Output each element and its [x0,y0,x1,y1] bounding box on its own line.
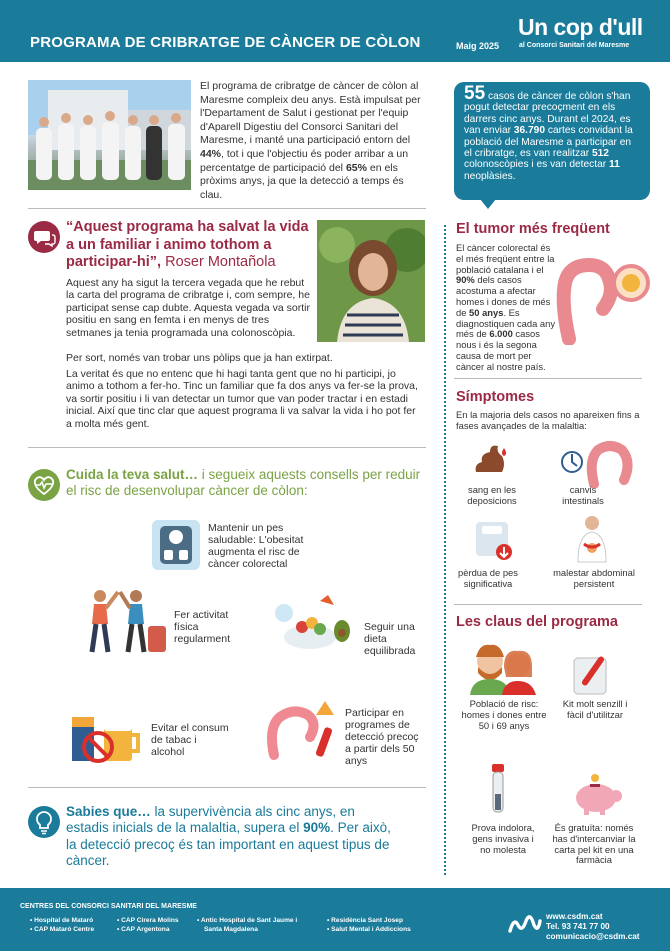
footer-email-link[interactable]: comunicacio@csdm.cat [546,932,640,941]
testimony-paragraph-1: Aquest any ha sigut la tercera vegada que he rebut la carta del programa de cribratge i, com sempre, he participat sense cap dubte. Aquesta vegada va sortir positiu en sang en femta i en menys de tres setmanes ja tenia programada una colonoscòpia. [66,277,310,339]
header-banner [0,0,670,62]
footer-centers-2: • CAP Cirera Molins • CAP Argentona [117,917,179,934]
kit-icon [570,652,612,701]
divider [454,378,642,379]
testimony-paragraph-3: La veritat és que no entenc que hi hagi tanta gent que no hi participi, jo animo a tothom a fer-ho. Tinc un familiar que fa dos anys va fer-se la prova, va sortir positiu i li van detectar un tumor que van poder tractar i en estadi inicial. Així que tinc clar que aquest programa li va salvar la vida i ho pot fer a molta més gent. [66,368,418,430]
health-tips-title: Cuida la teva salut… i segueix aquests consells per reduir el risc de desenvolupar càncer de còlon: [66,467,421,498]
page-title: PROGRAMA DE CRIBRATGE DE CÀNCER DE CÒLON [30,34,421,51]
symptom-abdominal: malestar abdominal persistent [553,567,635,589]
symptoms-heading: Símptomes [456,389,535,405]
tip-tobacco-alcohol: Evitar el consum de tabac i alcohol [151,722,229,758]
divider [28,208,426,209]
abdominal-pain-icon [572,514,612,569]
weight-loss-icon [474,520,514,567]
heart-pulse-icon [28,469,60,501]
callout-tail [480,199,496,209]
key-kit: Kit molt senzill i fàcil d'utilitzar [562,698,628,720]
exercise-icon [78,586,168,661]
no-smoking-alcohol-icon [70,713,144,770]
tip-weight: Mantenir un pes saludable: L'obesitat augmenta el risc de càncer colorectal [208,522,304,570]
footer-web-link[interactable]: www.csdm.cat [546,912,603,921]
brand-subtitle: al Consorci Sanitari del Maresme [519,42,630,49]
colon-test-icon [264,697,342,766]
test-tube-icon [488,764,508,823]
divider [454,604,642,605]
tumor-text-a: El càncer colorectal és el més freqüent entre la població catalana i el 90% dels casos acostuma a afectar homes i dones de més de 50 anys. Es diagnostiquen cada any més de 6.000 casos nous i és la segona causa de mort per càncer al nostre país. [456,242,556,372]
keys-heading: Les claus del programa [456,614,618,630]
tip-screening: Participar en programes de detecció precoç a partir dels 50 anys [345,707,419,767]
key-population: Població de risc: homes i dones entre 50 i 69 anys [461,698,547,731]
issue-date: Maig 2025 [456,41,500,51]
divider [28,447,426,448]
colon-tumor-icon [555,253,653,350]
speech-bubble-icon [28,221,60,253]
did-you-know-text: Sabies que… la supervivència als cinc anys, en estadis inicials de la malaltia, supera el 90%. Per això, la detecció precoç és tan important en aquest tipus de càncer. [66,804,391,869]
testimony-photo [317,220,425,342]
footer-title: CENTRES DEL CONSORCI SANITARI DEL MARESME [20,903,197,910]
footer-phone: Tel. 93 741 77 00 [546,922,610,931]
csdm-logo-icon [508,913,542,935]
tumor-heading: El tumor més freqüent [456,221,610,237]
scale-icon [152,520,200,575]
footer-centers-4: • Residència Sant Josep • Salut Mental i Addiccions [327,917,411,934]
symptom-weight-loss: pèrdua de pes significativa [458,567,518,589]
key-free: És gratuïta: només has d'intercanviar la carta pel kit en una farmàcia [552,822,636,866]
footer-centers-3: • Antic Hospital de Sant Jaume i Santa Magdalena [197,917,298,934]
stats-callout: 55 casos de càncer de còlon s'han pogut detectar precoçment en els darrers cinc anys. Durant el 2024, es van enviar 36.790 cartes convidant la població del Maresme a participar en el cribratge, es van realitzar 512 colonoscòpies i es van detectar 11 neoplàsies. [454,82,650,200]
tip-activity: Fer activitat física regularment [174,609,231,645]
blood-stool-icon [470,442,510,483]
tip-diet: Seguir una dieta equilibrada [364,621,416,657]
column-divider [444,225,446,875]
team-photo [28,80,191,190]
symptom-blood: sang en les deposicions [467,484,517,506]
footer-centers-1: • Hospital de Mataró • CAP Mataró Centre [30,917,95,934]
footer-contact [546,912,640,942]
symptoms-intro: En la majoria dels casos no apareixen fins a fases avançades de la malaltia: [456,409,640,431]
key-painless: Prova indolora, gens invasiva i no molesta [471,822,535,855]
piggy-bank-icon [570,774,626,821]
intro-paragraph: El programa de cribratge de càncer de còlon al Maresme compleix deu anys. Està impulsat per l'Departament de Salut i gestionat per l'equip d'Aparell Digestiu del Consorci Sanitari del Maresme, i manté una participació entorn del 44%, tot i que l'objectiu és poder arribar a un percentatge de participació del 65% en els pròxims anys, ja que la detecció a temps és clau. [200,80,421,201]
footer [0,888,670,951]
healthy-food-icon [272,593,352,664]
testimony-paragraph-2: Per sort, només van trobar uns pòlips que ja han extirpat. [66,352,333,364]
testimony-quote: “Aquest programa ha salvat la vida a un familiar i animo tothom a participar-hi”, Roser Montañola [66,219,309,270]
couple-icon [466,641,542,700]
lightbulb-icon [28,806,60,838]
brand-title: Un cop d'ull [518,14,643,40]
symptom-bowel: canvis intestinals [562,484,604,506]
divider [28,787,426,788]
